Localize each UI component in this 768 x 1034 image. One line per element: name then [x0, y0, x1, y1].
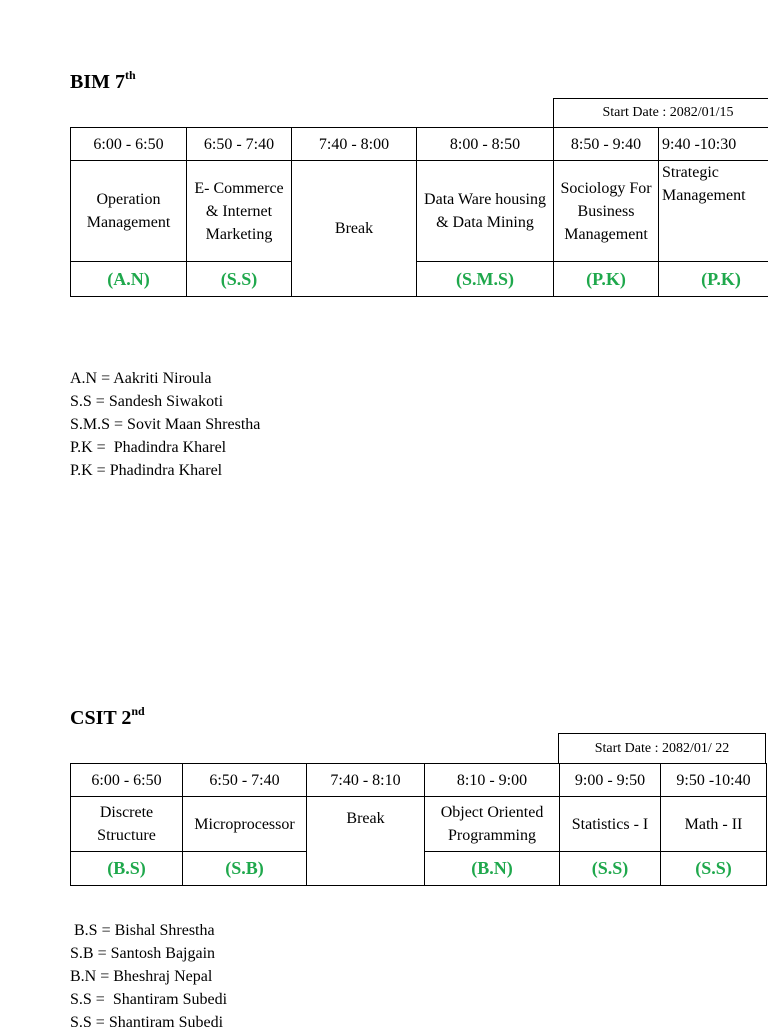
- bim-heading: [70, 70, 136, 94]
- bim-initials-row: [71, 262, 768, 297]
- csit-legend-item: S.B = Santosh Bajgain: [70, 942, 227, 965]
- csit-legend-item: S.S = Shantiram Subedi: [70, 1011, 227, 1034]
- bim-timetable: [70, 127, 768, 297]
- csit-time-5: 9:00 - 9:50: [560, 764, 661, 797]
- bim-time-5: 8:50 - 9:40: [554, 128, 659, 161]
- csit-initials-1: (B.S): [71, 852, 183, 886]
- bim-time-6: 9:40 -10:30: [659, 128, 768, 161]
- bim-start-date-text: Start Date : 2082/01/15: [602, 105, 733, 121]
- csit-timetable: [70, 763, 767, 886]
- bim-subject-1: Operation Management: [71, 161, 187, 262]
- csit-legend-item: S.S = Shantiram Subedi: [70, 988, 227, 1011]
- bim-time-2: 6:50 - 7:40: [187, 128, 292, 161]
- csit-subject-4: Object Oriented Programming: [425, 797, 560, 852]
- bim-time-4: 8:00 - 8:50: [417, 128, 554, 161]
- csit-subject-row: [71, 797, 767, 852]
- csit-time-4: 8:10 - 9:00: [425, 764, 560, 797]
- csit-time-1: 6:00 - 6:50: [71, 764, 183, 797]
- bim-subject-5: Sociology For Business Management: [554, 161, 659, 262]
- bim-time-row: [71, 128, 768, 161]
- bim-legend-item: S.S = Sandesh Siwakoti: [70, 390, 260, 413]
- bim-initials-1: (A.N): [71, 262, 187, 297]
- bim-subject-2: E- Commerce & Internet Marketing: [187, 161, 292, 262]
- csit-subject-1: Discrete Structure: [71, 797, 183, 852]
- bim-subject-row: [71, 161, 768, 262]
- bim-subject-4: Data Ware housing & Data Mining: [417, 161, 554, 262]
- csit-break-cell: Break: [307, 797, 425, 886]
- csit-subject-2: Microprocessor: [183, 797, 307, 852]
- csit-time-3: 7:40 - 8:10: [307, 764, 425, 797]
- csit-subject-6: Math - II: [661, 797, 767, 852]
- csit-start-date-text: Start Date : 2082/01/ 22: [595, 741, 730, 757]
- csit-title-sup: nd: [131, 704, 144, 718]
- csit-time-6: 9:50 -10:40: [661, 764, 767, 797]
- bim-break-cell: Break: [292, 161, 417, 297]
- bim-initials-2: (S.S): [187, 262, 292, 297]
- bim-legend-item: A.N = Aakriti Niroula: [70, 367, 260, 390]
- bim-legend: [70, 367, 260, 482]
- csit-time-row: [71, 764, 767, 797]
- csit-title: CSIT 2: [70, 707, 131, 729]
- bim-initials-4: (S.M.S): [417, 262, 554, 297]
- bim-title: BIM 7: [70, 71, 125, 93]
- bim-legend-item: P.K = Phadindra Kharel: [70, 459, 260, 482]
- bim-subject-6: Strategic Management: [659, 161, 768, 262]
- csit-heading: [70, 706, 145, 730]
- csit-initials-2: (S.B): [183, 852, 307, 886]
- csit-legend: [70, 919, 227, 1034]
- csit-initials-4: (B.N): [425, 852, 560, 886]
- csit-start-date: [558, 733, 766, 763]
- csit-legend-item: B.N = Bheshraj Nepal: [70, 965, 227, 988]
- bim-legend-item: P.K = Phadindra Kharel: [70, 436, 260, 459]
- csit-legend-item: B.S = Bishal Shrestha: [70, 919, 227, 942]
- bim-time-3: 7:40 - 8:00: [292, 128, 417, 161]
- csit-subject-5: Statistics - I: [560, 797, 661, 852]
- bim-initials-6: (P.K): [659, 262, 768, 297]
- bim-start-date: [553, 98, 768, 127]
- bim-time-1: 6:00 - 6:50: [71, 128, 187, 161]
- csit-initials-6: (S.S): [661, 852, 767, 886]
- csit-initials-5: (S.S): [560, 852, 661, 886]
- csit-time-2: 6:50 - 7:40: [183, 764, 307, 797]
- bim-initials-5: (P.K): [554, 262, 659, 297]
- bim-title-sup: th: [125, 68, 136, 82]
- bim-legend-item: S.M.S = Sovit Maan Shrestha: [70, 413, 260, 436]
